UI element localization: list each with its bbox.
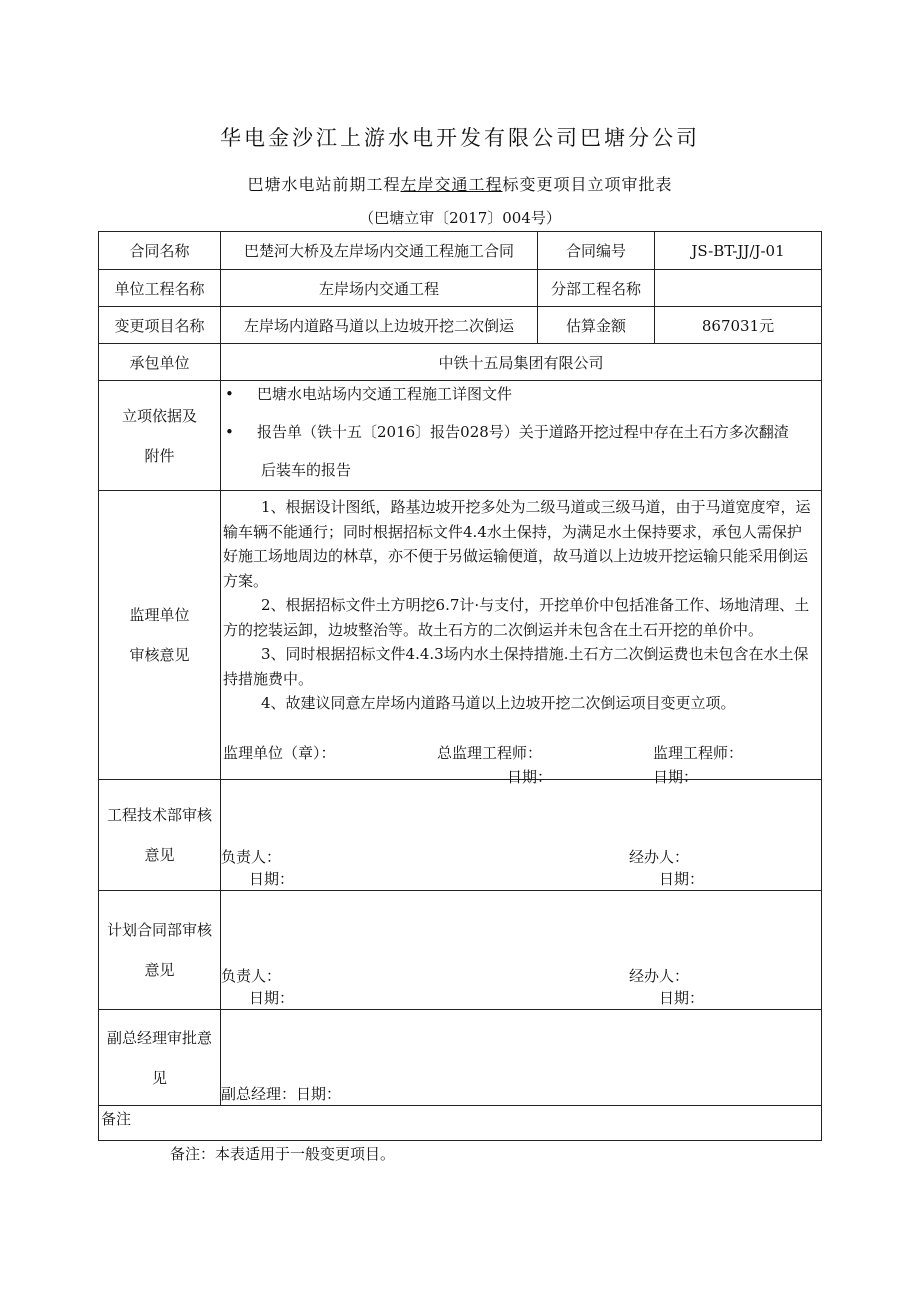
form-title-prefix: 巴塘水电站前期工程 xyxy=(247,175,401,194)
basis-item-continuation: 后装车的报告 xyxy=(261,461,352,479)
tech-review-label-line-2: 意见 xyxy=(144,846,175,864)
sub-project-label: 分部工程名称 xyxy=(537,270,654,306)
approval-table xyxy=(98,231,822,1141)
company-title: 华电金沙江上游水电开发有限公司巴塘分公司 xyxy=(220,126,700,150)
contract-name-label: 合同名称 xyxy=(129,242,190,260)
unit-project-value: 左岸场内交通工程 xyxy=(220,270,537,306)
table-row-plan-review xyxy=(99,891,821,1010)
basis-item-text: 巴塘水电站场内交通工程施工详图文件 xyxy=(257,385,513,403)
table-row-unit-project xyxy=(99,270,821,307)
responsible-date: 日期： xyxy=(249,870,295,888)
form-title-suffix: 标变更项目立项审批表 xyxy=(502,175,673,194)
footnote: 备注：本表适用于一般变更项目。 xyxy=(170,1145,396,1163)
remark-label: 备注 xyxy=(101,1110,132,1128)
sub-project-value xyxy=(654,270,821,306)
basis-item-text: 报告单（铁十五〔2016〕报告028号）关于道路开挖过程中存在土石方多次翻渣 xyxy=(257,423,789,441)
basis-content xyxy=(220,381,821,490)
tech-review-content xyxy=(220,780,821,890)
contract-name-value: 巴楚河大桥及左岸场内交通工程施工合同 xyxy=(220,232,537,269)
table-row-change-item xyxy=(99,307,821,344)
change-item-label: 变更项目名称 xyxy=(114,316,205,335)
table-row-remark xyxy=(99,1106,821,1140)
document-number: （巴塘立审〔2017〕004号） xyxy=(359,209,561,227)
plan-review-content xyxy=(220,891,821,1009)
supervision-label xyxy=(99,491,220,779)
basis-item xyxy=(225,383,512,404)
basis-label-line-2: 附件 xyxy=(144,446,175,465)
supervision-label-line-2: 审核意见 xyxy=(129,646,190,664)
vgm-approval-content xyxy=(220,1010,821,1105)
responsible-label: 负责人： xyxy=(221,967,282,985)
chief-engineer-date: 日期： xyxy=(507,768,553,786)
vgm-label-line-1: 副总经理审批意 xyxy=(106,1028,212,1047)
supervision-opinion xyxy=(220,491,821,786)
contract-no-label: 合同编号 xyxy=(537,232,654,269)
basis-label-line-1: 立项依据及 xyxy=(121,406,197,425)
vgm-signature-label: 副总经理：日期： xyxy=(221,1085,342,1103)
plan-review-label-line-2: 意见 xyxy=(144,961,175,979)
opinion-paragraph: 2、根据招标文件土方明挖6.7计·与支付，开挖单价中包括准备工作、场地清理、土方的挖装运卸，边坡整治等。故土石方的二次倒运并未包含在土石开挖的单价中。 xyxy=(223,596,810,639)
unit-project-label: 单位工程名称 xyxy=(114,279,205,298)
table-row-basis xyxy=(99,381,821,491)
engineer-date: 日期： xyxy=(653,768,699,786)
responsible-date: 日期： xyxy=(249,989,295,1007)
table-row-contract xyxy=(99,232,821,270)
opinion-paragraph: 3、同时根据招标文件4.4.3场内水土保持措施.土石方二次倒运费也未包含在水土保持措施费中。 xyxy=(223,645,809,688)
bullet-icon: • xyxy=(225,423,234,441)
engineer-label: 监理工程师： xyxy=(653,744,744,762)
table-row-contractor xyxy=(99,344,821,381)
responsible-label: 负责人： xyxy=(221,848,282,866)
chief-engineer-label: 总监理工程师： xyxy=(437,744,543,762)
bullet-icon: • xyxy=(225,385,234,403)
tech-review-label xyxy=(99,780,220,890)
table-row-tech-review xyxy=(99,780,821,891)
plan-review-label-line-1: 计划合同部审核 xyxy=(106,921,212,939)
handler-date: 日期： xyxy=(659,870,705,888)
form-title-underlined: 左岸交通工程 xyxy=(400,175,503,194)
vgm-label-line-2: 见 xyxy=(151,1068,167,1087)
supervision-label-line-1: 监理单位 xyxy=(129,606,190,624)
contractor-label: 承包单位 xyxy=(129,353,190,372)
handler-label: 经办人： xyxy=(629,848,690,866)
table-row-vgm-approval xyxy=(99,1010,821,1106)
supervision-seal-label: 监理单位（章）： xyxy=(223,744,336,762)
handler-date: 日期： xyxy=(659,989,705,1007)
estimate-value: 867031元 xyxy=(654,307,821,343)
plan-review-label xyxy=(99,891,220,1009)
tech-review-label-line-1: 工程技术部审核 xyxy=(106,806,212,824)
basis-item xyxy=(225,421,789,442)
form-title xyxy=(0,172,920,195)
change-item-value: 左岸场内道路马道以上边坡开挖二次倒运 xyxy=(220,307,537,343)
opinion-paragraph: 1、根据设计图纸，路基边坡开挖多处为二级马道或三级马道，由于马道宽度窄，运输车辆不能通行；同时根据招标文件4.4水土保持，为满足水土保持要求，承包人需保护好施工场地周边的林草，亦不便于另做运输便道，故马道以上边坡开挖运输只能采用倒运方案。 xyxy=(223,498,811,590)
table-row-supervision xyxy=(99,491,821,786)
handler-label: 经办人： xyxy=(629,967,690,985)
estimate-label: 估算金额 xyxy=(537,307,654,343)
vgm-approval-label xyxy=(99,1010,220,1105)
contractor-value: 中铁十五局集团有限公司 xyxy=(220,344,821,380)
basis-label xyxy=(99,381,220,490)
contract-no-value: JS-BT-JJ/J-01 xyxy=(654,232,821,269)
opinion-paragraph: 4、故建议同意左岸场内道路马道以上边坡开挖二次倒运项目变更立项。 xyxy=(261,694,736,712)
